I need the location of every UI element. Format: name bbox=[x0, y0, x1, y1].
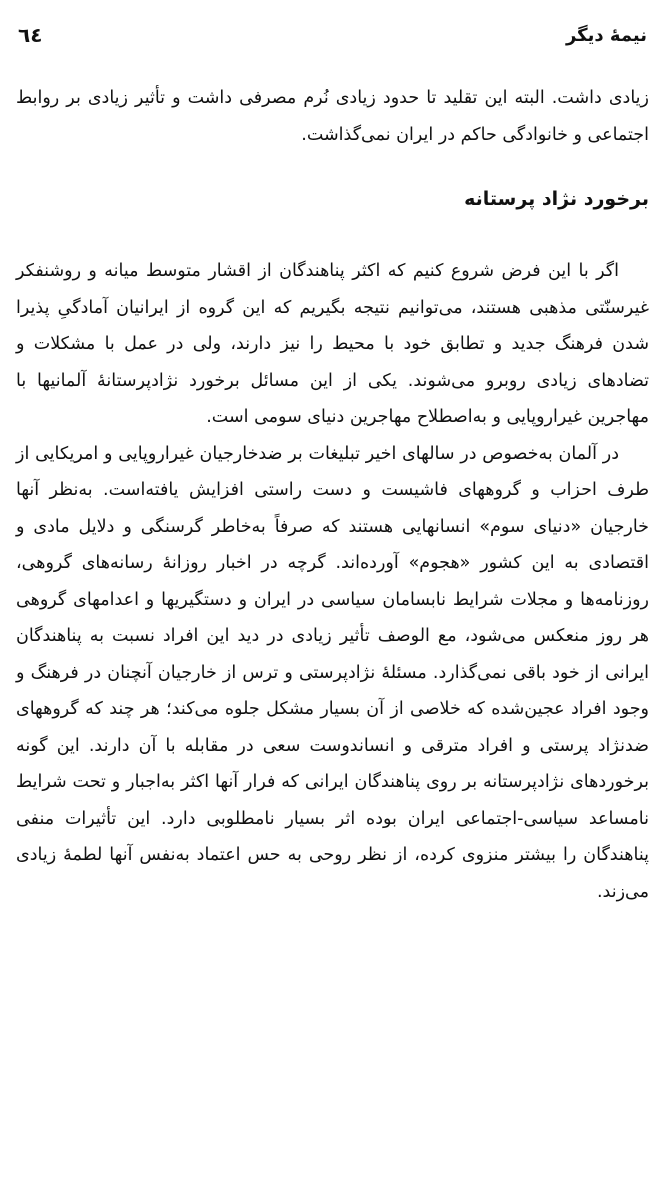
continuation-paragraph: زیادی داشت. البته این تقلید تا حدود زیادی نُرم مصرفی داشت و تأثیر زیادی بر روابط اجتماعی و خانوادگی حاکم در ایران نمی‌گذاشت. bbox=[16, 88, 649, 145]
page-header bbox=[18, 22, 647, 48]
page-number: ٦٤ bbox=[18, 23, 43, 47]
running-title: نیمهٔ دیگر bbox=[565, 24, 647, 46]
section-heading: برخورد نژاد پرستانه bbox=[464, 188, 649, 210]
paragraph-2: در آلمان به‌خصوص در سالهای اخیر تبلیغات بر ضدخارجیان غیراروپایی و امریکایی از طرف احزاب و گروههای فاشیست و دست راستی افزایش یافته‌است. به‌نظر آنها خارجیان «دنیای سوم» انسانهایی هستند که صرفاً به‌خاطر گرسنگی و دلایل مادی و اقتصادی به این کشور «هجوم» آورده‌اند. گرچه در اخبار روزانهٔ رسانه‌های گروهی، روزنامه‌ها و مجلات شرایط نابسامان سیاسی در ایران و دستگیریها و اعدامهای گروهی هر روز منعکس می‌شود، مع الوصف تأثیر زیادی در دید این افراد نسبت به پناهندگان ایرانی از خود باقی نمی‌گذارد. مسئلهٔ نژادپرستی و ترس از خارجیان آنچنان در فرهنگ و وجود افراد عجین‌شده که خلاصی از آن بسیار مشکل جلوه می‌کند؛ هر چند که گروههای ضدنژاد پرستی و افراد مترقی و انساندوست سعی در مقابله با آن دارند. این گونه برخوردهای نژادپرستانه بر روی پناهندگان ایرانی که فرار آنها اکثر به‌اجبار و تحت شرایط نامساعد سیاسی-اجتماعی ایران بوده اثر بسیار نامطلوبی دارد. این تأثیرات منفی پناهندگان را بیشتر منزوی کرده، از نظر روحی به حس اعتماد به‌نفس آنها لطمهٔ زیادی می‌زند. bbox=[16, 443, 649, 902]
page-body bbox=[16, 80, 649, 910]
paragraph-1: اگر با این فرض شروع کنیم که اکثر پناهندگان از اقشار متوسط میانه و روشنفکر غیرسنّتی مذهبی هستند، می‌توانیم نتیجه بگیریم که این گروه از ایرانیان آمادگیِ پذیرا شدن فرهنگ جدید و تطابق خود با محیط را نیز دارند، ولی در عمل با مشکلات و تضادهای زیادی روبرو می‌شوند. یکی از این مسائل برخورد نژادپرستانهٔ آلمانیها با مهاجرین غیراروپایی و به‌اصطلاح مهاجرین دنیای سومی است. bbox=[16, 261, 649, 427]
